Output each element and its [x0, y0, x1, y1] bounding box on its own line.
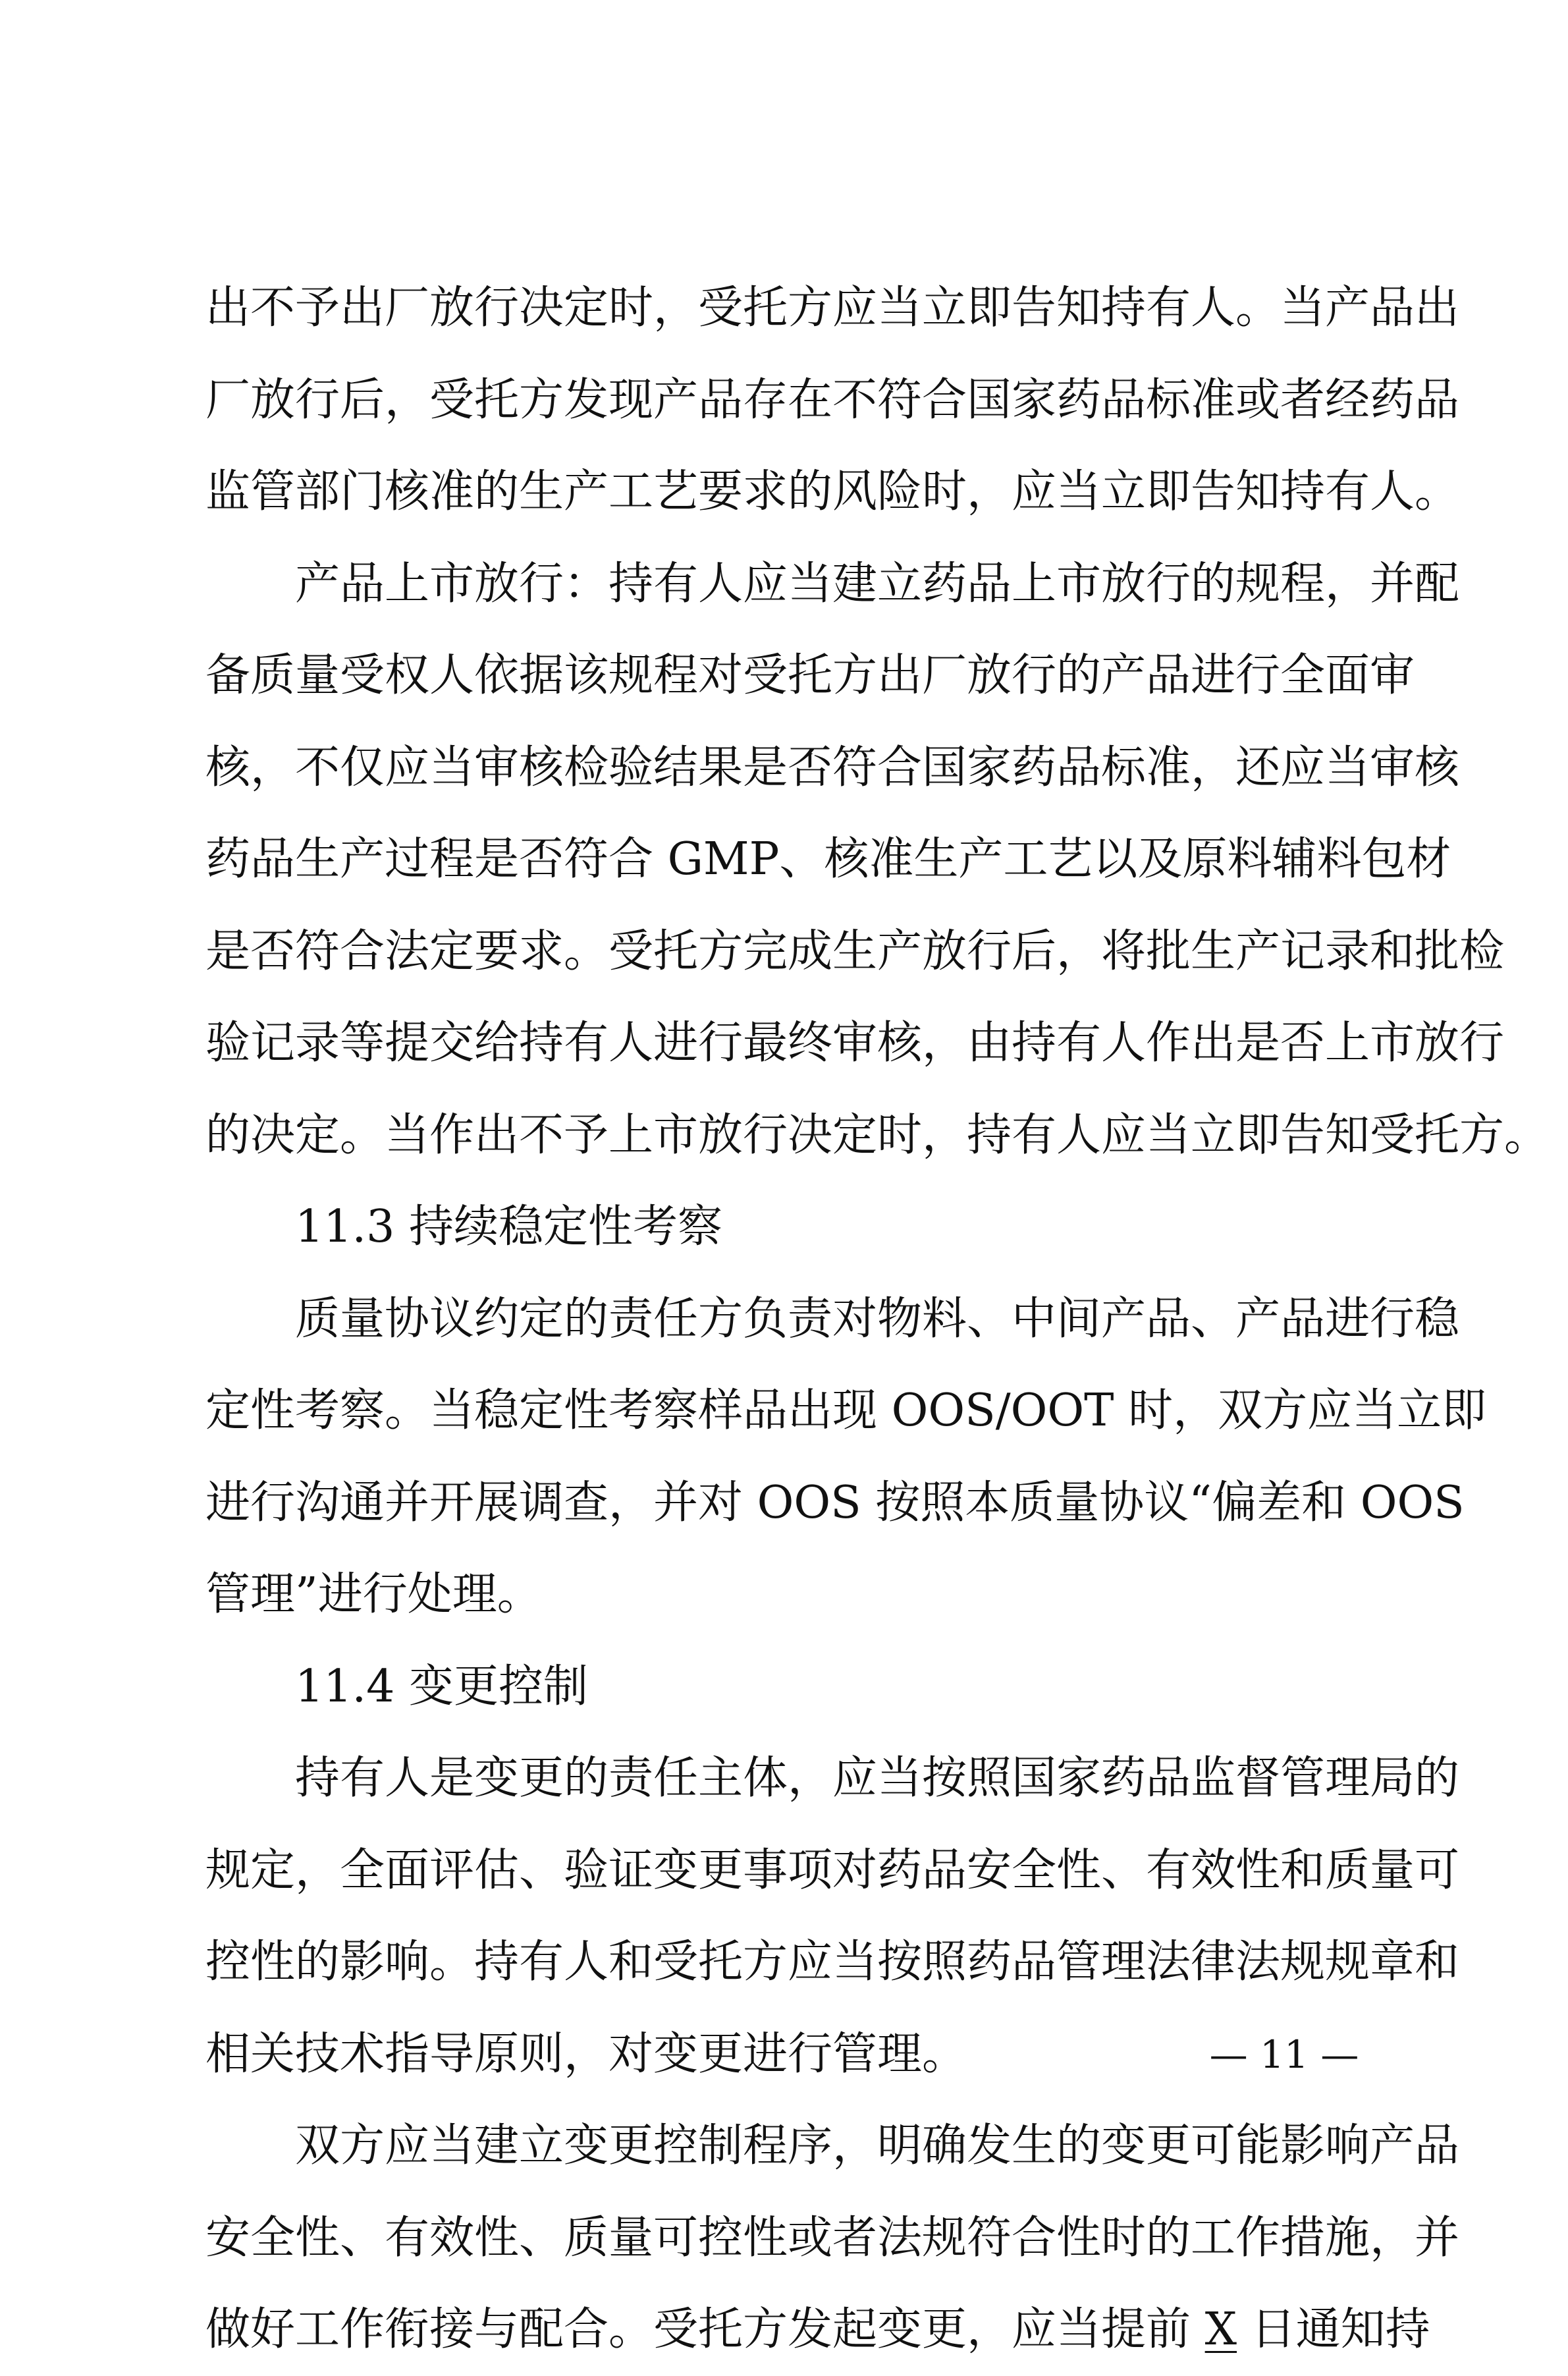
text-line: 质量协议约定的责任方负责对物料、中间产品、产品进行稳 — [295, 1292, 1460, 1345]
text-line: 产品上市放行：持有人应当建立药品上市放行的规程，并配 — [295, 557, 1460, 610]
text-line: 持有人是变更的责任主体，应当按照国家药品监督管理局的 — [295, 1752, 1460, 1804]
text-line: 药品生产过程是否符合 GMP、核准生产工艺以及原料辅料包材 — [205, 833, 1451, 885]
underlined-blank: X — [1204, 2304, 1237, 2356]
text-line — [205, 2284, 1430, 2376]
text-line: 安全性、有效性、质量可控性或者法规符合性时的工作措施，并 — [205, 2211, 1460, 2264]
text-line: 的决定。当作出不予上市放行决定时，持有人应当立即告知受托方。 — [205, 1109, 1550, 1161]
text-segment: 日通知持 — [1237, 2304, 1430, 2356]
page-number: — 11 — — [1209, 2032, 1359, 2077]
text-line: 控性的影响。持有人和受托方应当按照药品管理法律法规规章和 — [205, 1936, 1460, 1988]
text-line: 双方应当建立变更控制程序，明确发生的变更可能影响产品 — [295, 2120, 1460, 2172]
text-line: 出不予出厂放行决定时，受托方应当立即告知持有人。当产品出 — [205, 282, 1460, 334]
text-line: 规定，全面评估、验证变更事项对药品安全性、有效性和质量可 — [205, 1844, 1460, 1896]
text-line: 进行沟通并开展调查，并对 OOS 按照本质量协议“偏差和 OOS — [205, 1476, 1465, 1529]
text-line: 管理”进行处理。 — [205, 1568, 542, 1620]
text-line: 是否符合法定要求。受托方完成生产放行后，将批生产记录和批检 — [205, 925, 1505, 978]
text-line: 厂放行后，受托方发现产品存在不符合国家药品标准或者经药品 — [205, 373, 1460, 426]
text-segment: 做好工作衔接与配合。受托方发起变更，应当提前 — [205, 2304, 1205, 2356]
text-line: 定性考察。当稳定性考察样品出现 OOS/OOT 时，双方应当立即 — [205, 1385, 1487, 1437]
text-line: 核，不仅应当审核检验结果是否符合国家药品标准，还应当审核 — [205, 741, 1460, 794]
text-line: 监管部门核准的生产工艺要求的风险时，应当立即告知持有人。 — [205, 466, 1460, 518]
text-line: 验记录等提交给持有人进行最终审核，由持有人作出是否上市放行 — [205, 1017, 1505, 1069]
text-line: 相关技术指导原则，对变更进行管理。 — [205, 2028, 967, 2080]
text-line: 备质量受权人依据该规程对受托方出厂放行的产品进行全面审 — [205, 649, 1415, 702]
section-heading: 11.4 变更控制 — [295, 1660, 589, 1713]
section-heading: 11.3 持续稳定性考察 — [295, 1201, 723, 1253]
